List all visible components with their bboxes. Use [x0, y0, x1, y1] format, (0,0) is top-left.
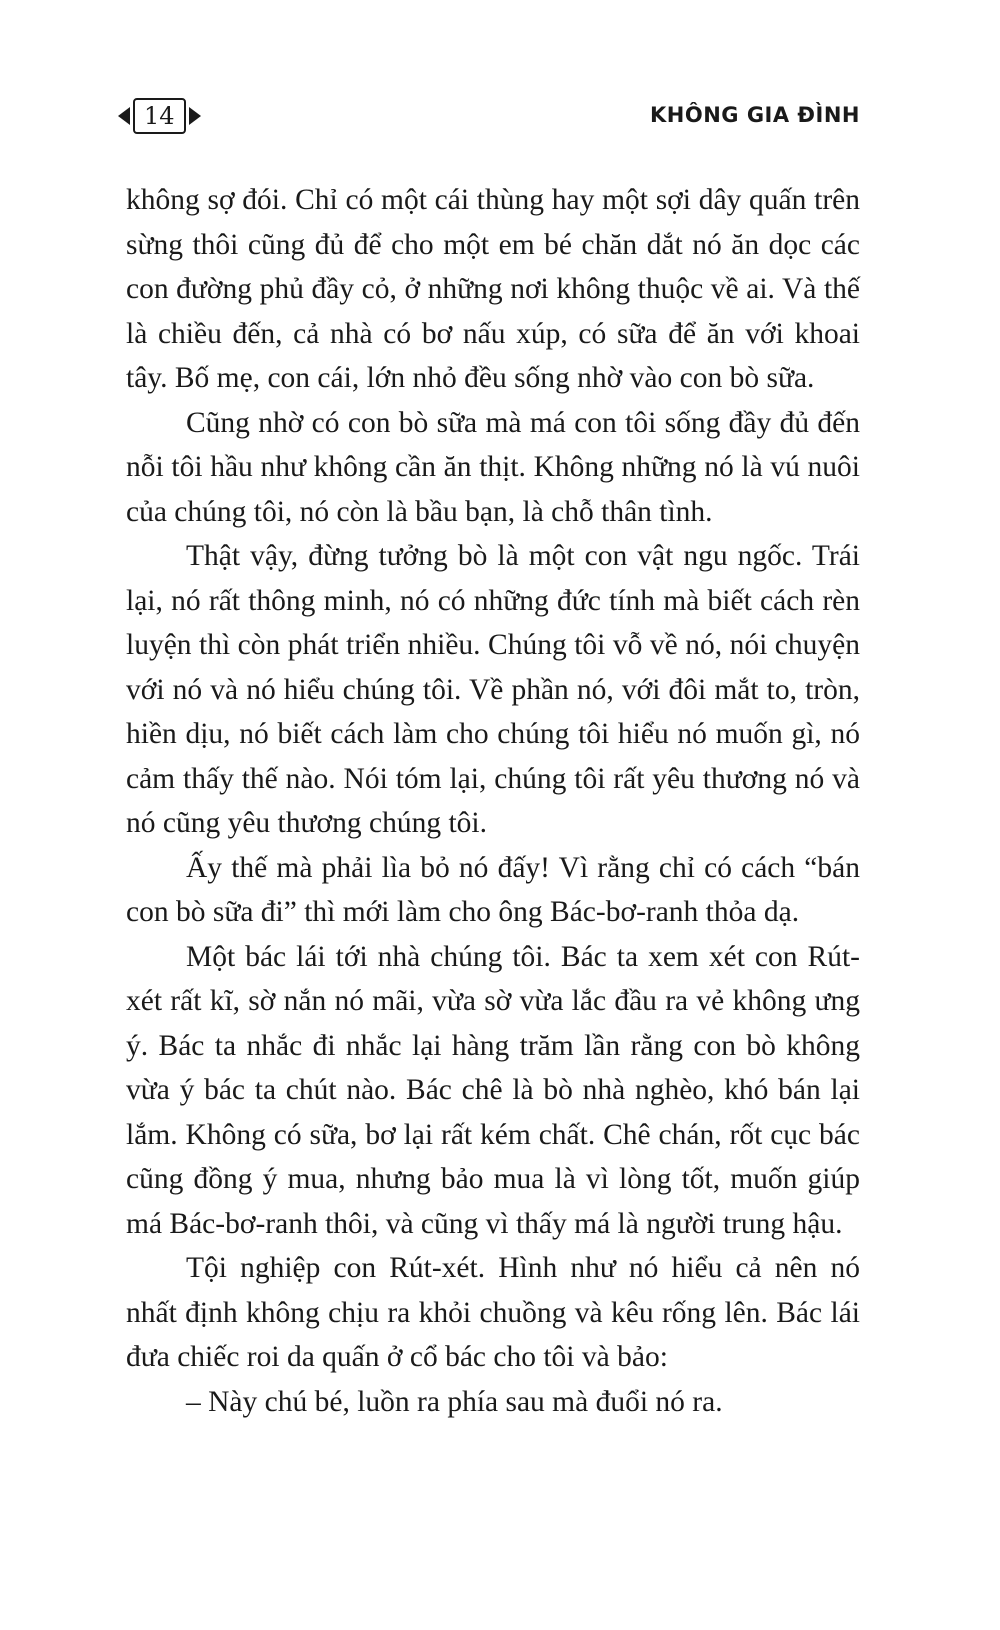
paragraph: Tội nghiệp con Rút-xét. Hình như nó hiểu cả nên nó nhất định không chịu ra khỏi chuồng và kêu rống lên. Bác lái đưa chiếc roi da quấn ở cổ bác cho tôi và bảo: [126, 1252, 860, 1373]
paragraph: – Này chú bé, luồn ra phía sau mà đuổi nó ra. [186, 1385, 723, 1418]
page-number: 14 [133, 98, 186, 134]
page-header [0, 0, 1000, 160]
left-arrow-icon [118, 107, 130, 125]
page-number-marker [118, 96, 201, 136]
running-title: KHÔNG GIA ĐÌNH [650, 103, 860, 127]
paragraph: Thật vậy, đừng tưởng bò là một con vật ngu ngốc. Trái lại, nó rất thông minh, nó có những đức tính mà biết cách rèn luyện thì còn phát triển nhiều. Chúng tôi vỗ về nó, nói chuyện với nó và nó hiểu chúng tôi. Về phần nó, với đôi mắt to, tròn, hiền dịu, nó biết cách làm cho chúng tôi hiểu nó muốn gì, nó cảm thấy thế nào. Nói tóm lại, chúng tôi rất yêu thương nó và nó cũng yêu thương chúng tôi. [126, 540, 860, 839]
paragraph: Một bác lái tới nhà chúng tôi. Bác ta xem xét con Rút-xét rất kĩ, sờ nắn nó mãi, vừa sờ vừa lắc đầu ra vẻ không ưng ý. Bác ta nhắc đi nhắc lại hàng trăm lần rằng con bò không vừa ý bác ta chút nào. Bác chê là bò nhà nghèo, khó bán lại lắm. Không có sữa, bơ lại rất kém chất. Chê chán, rốt cục bác cũng đồng ý mua, nhưng bảo mua là vì lòng tốt, muốn giúp má Bác-bơ-ranh thôi, và cũng vì thấy má là người trung hậu. [126, 940, 860, 1240]
paragraph: Ấy thế mà phải lìa bỏ nó đấy! Vì rằng chỉ có cách “bán con bò sữa đi” thì mới làm cho ông Bác-bơ-ranh thỏa dạ. [126, 851, 860, 928]
right-arrow-icon [189, 107, 201, 125]
paragraph: Cũng nhờ có con bò sữa mà má con tôi sống đầy đủ đến nỗi tôi hầu như không cần ăn thịt. Không những nó là vú nuôi của chúng tôi, nó còn là bầu bạn, là chỗ thân tình. [126, 406, 860, 528]
paragraph: không sợ đói. Chỉ có một cái thùng hay một sợi dây quấn trên sừng thôi cũng đủ để cho một em bé chăn dắt nó ăn dọc các con đường phủ đầy cỏ, ở những nơi không thuộc về ai. Và thế là chiều đến, cả nhà có bơ nấu xúp, có sữa để ăn với khoai tây. Bố mẹ, con cái, lớn nhỏ đều sống nhờ vào con bò sữa. [126, 184, 860, 394]
page-body [126, 178, 860, 1424]
